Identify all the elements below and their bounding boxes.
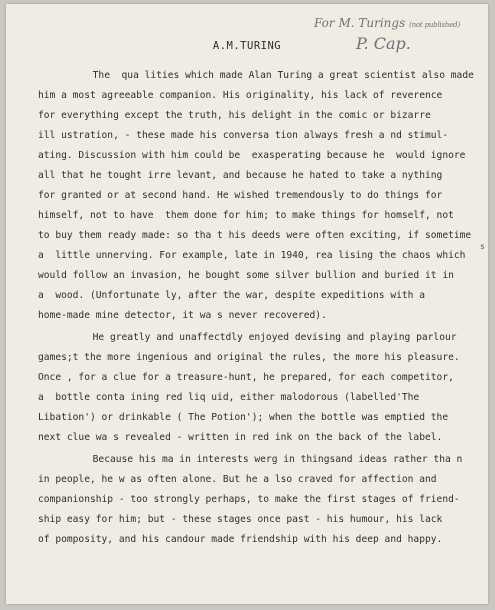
text-line-6: all that he tought irre levant, and because he hated to take a nything	[38, 170, 443, 181]
text-line-22: companionship - too strongly perhaps, to make the first stages of friend-	[38, 494, 460, 505]
text-line-15: games;t the more ingenious and original the rules, the more his pleasure.	[38, 352, 460, 363]
text-line-3: for everything except the truth, his delight in the comic or bizarre	[38, 110, 431, 121]
handwritten-signature: P. Cap.	[356, 34, 411, 53]
handwritten-line-1-text: For M. Turings	[314, 16, 406, 30]
text-line-16: Once , for a clue for a treasure-hunt, he prepared, for each competitor,	[38, 372, 454, 383]
text-line-4: ill ustration, - these made his conversa tion always fresh a nd stimul-	[38, 130, 449, 141]
text-line-21: in people, he w as often alone. But he a lso craved for affection and	[38, 474, 437, 485]
document-title: A.M.TURING	[212, 40, 282, 52]
text-line-10: a little unnerving. For example, late in 1940, rea lising the chaos which	[38, 250, 466, 261]
typescript-page	[6, 4, 488, 604]
text-line-17: a bottle conta ining red liq uid, either malodorous (labelled'The	[38, 392, 420, 403]
handwritten-line-1	[314, 14, 494, 34]
text-line-2: him a most agreeable companion. His originality, his lack of reverence	[38, 90, 443, 101]
margin-mark: s	[480, 242, 485, 251]
text-line-14: He greatly and unaffectdly enjoyed devising and playing parlour	[58, 332, 457, 343]
text-line-13: home-made mine detector, it wa s never recovered).	[38, 310, 327, 321]
text-line-9: to buy them ready made: so tha t his deeds were often exciting, if sometime	[38, 230, 472, 241]
text-line-19: next clue wa s revealed - written in red ink on the back of the label.	[38, 432, 443, 443]
text-line-18: Libation') or drinkable ( The Potion'); when the bottle was emptied the	[38, 412, 449, 423]
text-line-7: for granted or at second hand. He wished tremendously to do things for	[38, 190, 443, 201]
text-line-5: ating. Discussion with him could be exasperating because he would ignore	[38, 150, 466, 161]
text-line-11: would follow an invasion, he bought some silver bullion and buried it in	[38, 270, 454, 281]
text-line-20: Because his ma in interests werg in thingsand ideas rather tha n	[58, 454, 463, 465]
text-line-23: ship easy for him; but - these stages once past - his humour, his lack	[38, 514, 443, 525]
text-line-24: of pomposity, and his candour made friendship with his deep and happy.	[38, 534, 443, 545]
handwritten-parenthetical: (not published)	[409, 21, 460, 29]
text-line-12: a wood. (Unfortunate ly, after the war, despite expeditions with a	[38, 290, 425, 301]
text-line-8: himself, not to have them done for him; to make things for homself, not	[38, 210, 454, 221]
text-line-1: The qua lities which made Alan Turing a great scientist also made	[58, 70, 474, 81]
